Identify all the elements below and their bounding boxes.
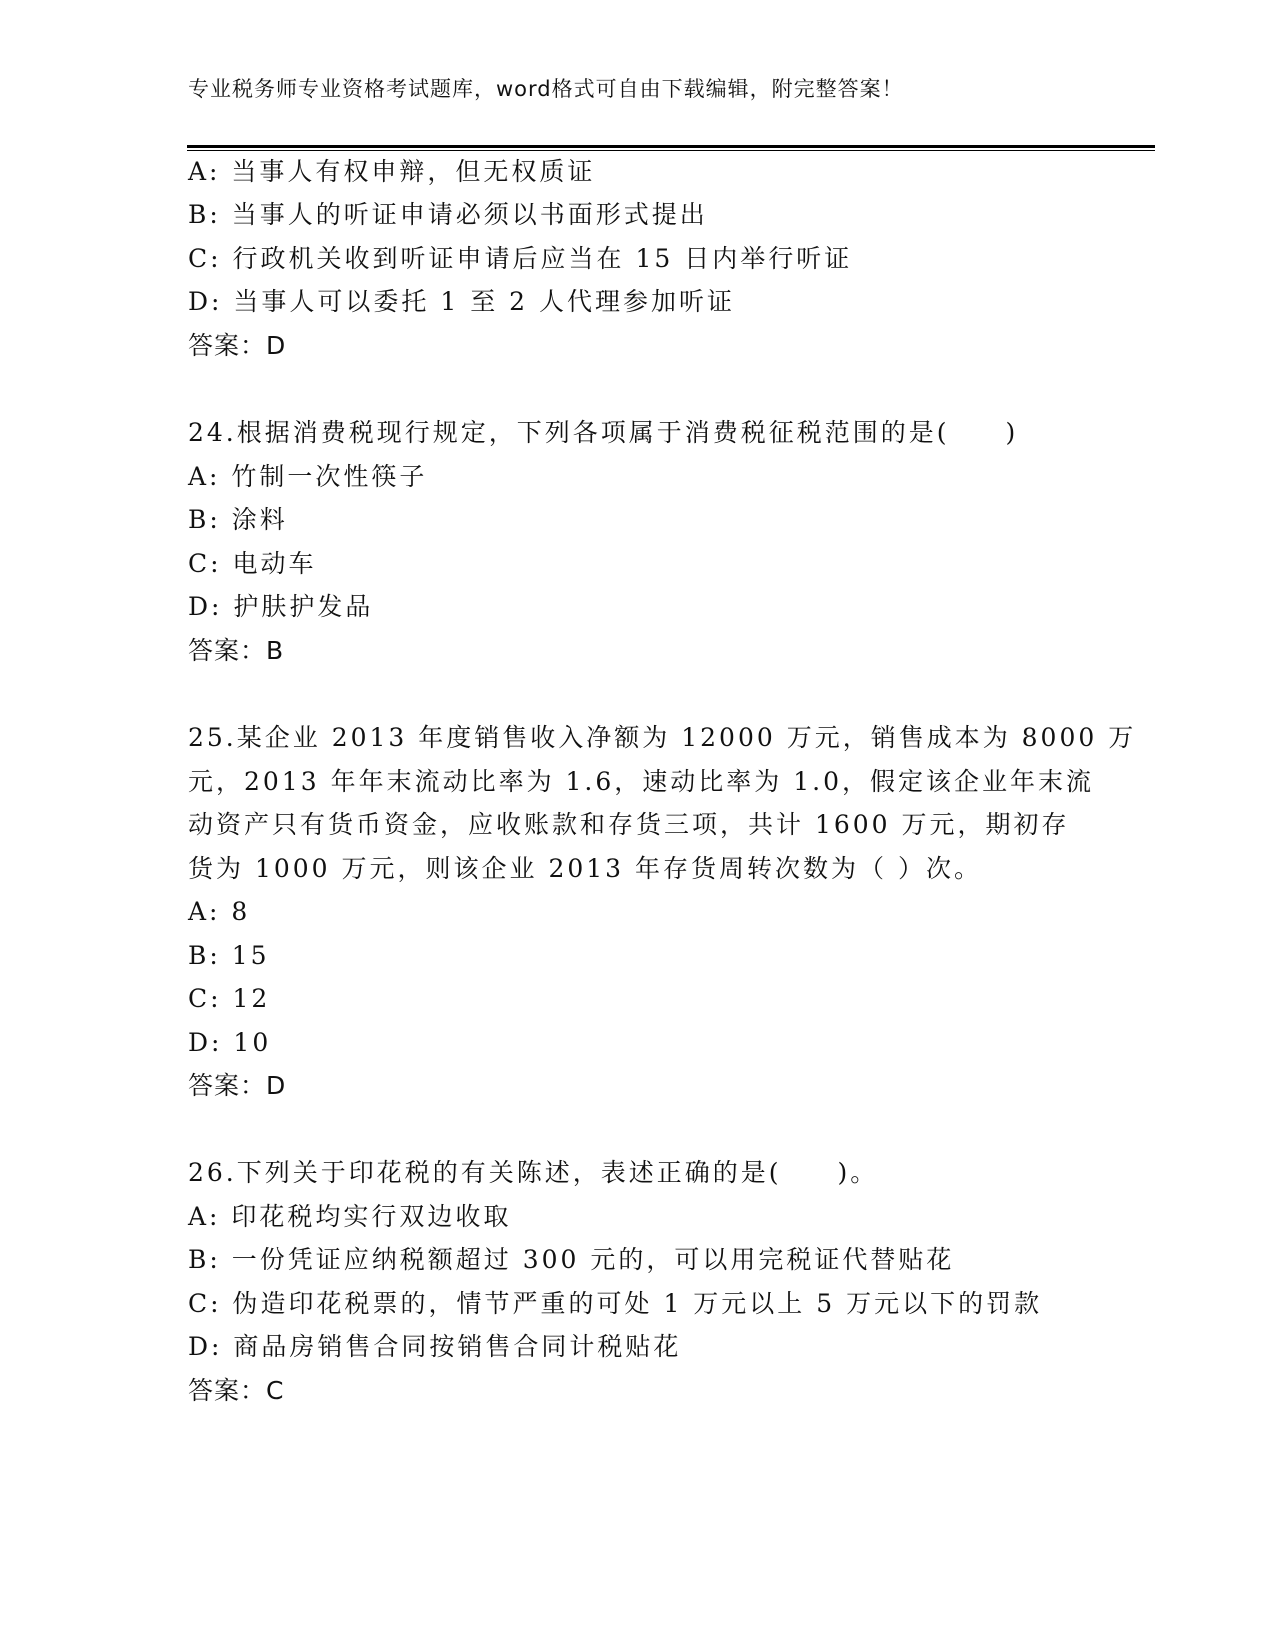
q25-stem-line-2: 元，2013 年年末流动比率为 1.6，速动比率为 1.0，假定该企业年末流	[188, 767, 1094, 796]
q25-stem-line-3: 动资产只有货币资金，应收账款和存货三项，共计 1600 万元，期初存	[188, 810, 1070, 839]
q24-option-d: D: 护肤护发品	[188, 592, 374, 621]
q25-answer: 答案：D	[188, 1071, 287, 1100]
q24-option-b: B: 涂料	[188, 505, 288, 534]
q24-answer: 答案：B	[188, 636, 285, 665]
q23-option-a: A: 当事人有权申辩，但无权质证	[188, 157, 596, 186]
q25-option-d: D: 10	[188, 1028, 272, 1057]
q23-option-d: D: 当事人可以委托 1 至 2 人代理参加听证	[188, 287, 736, 316]
q25-option-b: B: 15	[188, 941, 270, 970]
header-rule-thick	[187, 145, 1155, 148]
header-rule-thin	[187, 150, 1155, 151]
q25-stem-line-4: 货为 1000 万元，则该企业 2013 年存货周转次数为（ ）次。	[188, 854, 982, 883]
q26-option-b: B: 一份凭证应纳税额超过 300 元的，可以用完税证代替贴花	[188, 1245, 955, 1274]
q23-option-b: B: 当事人的听证申请必须以书面形式提出	[188, 200, 708, 229]
q24-option-c: C: 电动车	[188, 549, 317, 578]
q23-option-c: C: 行政机关收到听证申请后应当在 15 日内举行听证	[188, 244, 853, 273]
q25-option-c: C: 12	[188, 984, 271, 1013]
q24-option-a: A: 竹制一次性筷子	[188, 462, 428, 491]
q25-stem-line-1: 25.某企业 2013 年度销售收入净额为 12000 万元，销售成本为 8000 万	[188, 723, 1137, 752]
q26-option-a: A: 印花税均实行双边收取	[188, 1202, 512, 1231]
q26-option-d: D: 商品房销售合同按销售合同计税贴花	[188, 1332, 682, 1361]
q25-option-a: A: 8	[188, 897, 251, 926]
q26-option-c: C: 伪造印花税票的，情节严重的可处 1 万元以上 5 万元以下的罚款	[188, 1289, 1043, 1318]
page-header: 专业税务师专业资格考试题库，word格式可自由下载编辑，附完整答案！	[188, 77, 904, 101]
q26-stem: 26.下列关于印花税的有关陈述，表述正确的是( )。	[188, 1158, 879, 1187]
q26-answer: 答案：C	[188, 1376, 285, 1405]
q23-answer: 答案：D	[188, 331, 287, 360]
q24-stem: 24.根据消费税现行规定，下列各项属于消费税征税范围的是( )	[188, 418, 1019, 447]
